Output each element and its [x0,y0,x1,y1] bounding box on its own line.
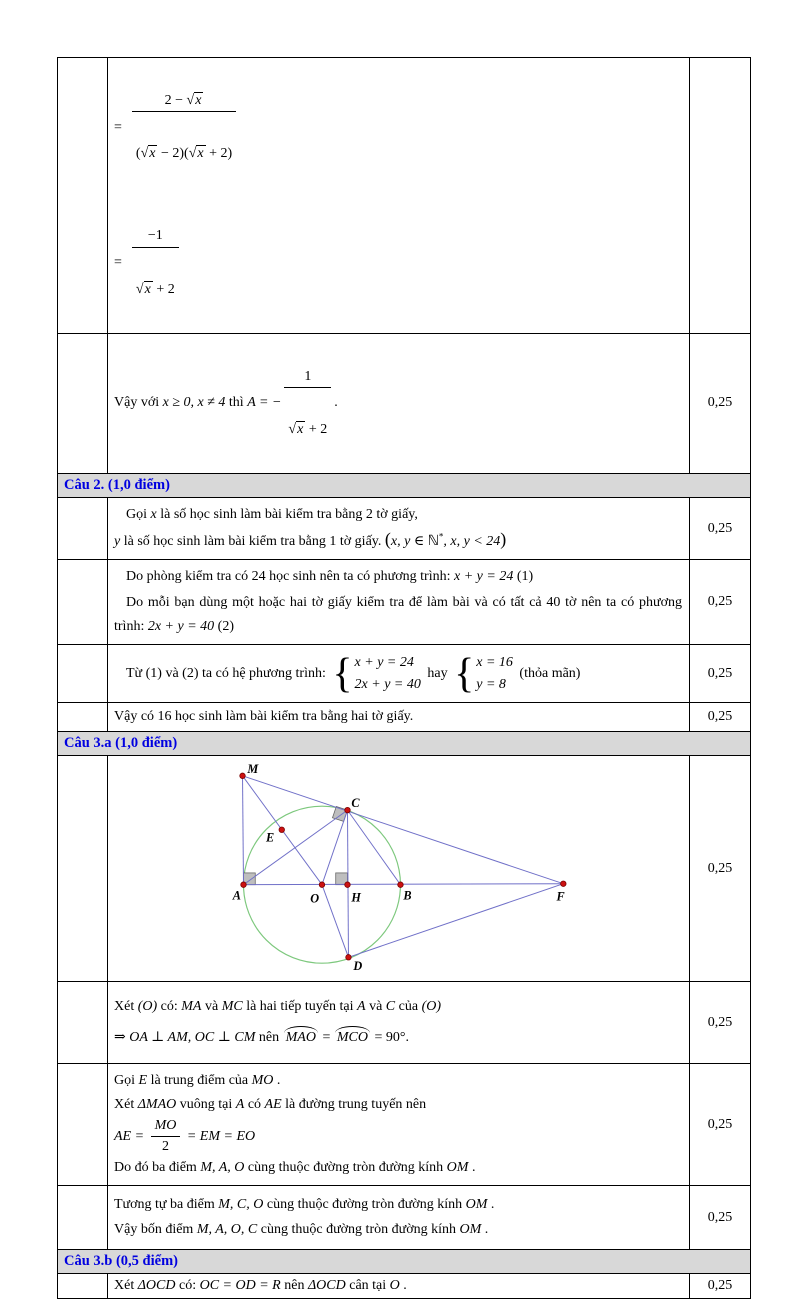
content-cell [108,1274,690,1298]
point-label-M: M [247,761,259,776]
text-run: có: [157,998,182,1014]
score-value: 0,25 [707,665,733,681]
table-row [58,1186,750,1250]
text-run: có [244,1096,265,1112]
question-number-cell [58,1064,108,1185]
sqrt-term: x [197,146,204,162]
point-label-E: E [266,830,275,845]
score-cell [690,645,750,702]
text-run: là số học sinh làm bài kiểm tra bằng 2 tờ giấy, [156,507,418,523]
content-cell [108,1186,690,1249]
text-run: . [481,1222,489,1238]
point-label-B: B [403,888,412,903]
question-number-cell [58,1274,108,1298]
sqrt-term: x [144,281,151,297]
text-run: Từ (1) và (2) ta có hệ phương trình: [126,665,330,681]
text-run: √ [135,281,144,297]
table-row [58,334,750,474]
math-run: , x, y < 24 [443,534,501,550]
question-header-cau3a [58,732,750,756]
text-run: Do phòng kiểm tra có 24 học sinh nên ta có phương trình: [126,568,454,584]
text-run: là trung điểm của [147,1072,252,1088]
question-number-cell [58,560,108,644]
question-header-cau3b [58,1250,750,1274]
table-row [58,1274,750,1298]
table-row [58,498,750,560]
question-number-cell [58,982,108,1063]
math-run: A [357,998,366,1014]
solution-line [114,1156,682,1180]
solution-line [114,565,682,589]
point-B [398,882,403,887]
math-run: M, C, O [218,1197,264,1213]
geometry-figure [114,759,683,979]
fraction-denominator: 2 [161,1139,169,1155]
score-value: 0,25 [707,709,733,725]
solution-line [114,336,682,471]
text-run: . [399,1278,407,1294]
score-cell [690,1064,750,1185]
score-value: 0,25 [707,594,733,610]
equation-system [454,652,513,696]
fraction [132,195,179,330]
math-line [114,60,682,195]
solution-line: Vậy có 16 học sinh làm bài kiểm tra bằng hai tờ giấy. [114,709,414,725]
question-number-cell [58,645,108,702]
score-value: 0,25 [707,520,733,536]
close-paren: ) [500,529,507,550]
open-paren: ( [384,529,391,550]
math-run: M, A, O [200,1160,245,1176]
question-header-label: Câu 2. (1,0 điểm) [64,476,170,493]
point-label-D: D [353,959,363,974]
math-run: M, A, O, C [196,1222,258,1238]
question-header-label: Câu 3.b (0,5 điểm) [64,1252,178,1269]
fraction [151,1117,181,1156]
point-label-A: A [232,888,241,903]
answer-table [57,57,751,1299]
solution-line [114,1093,682,1117]
sqrt-term: x [149,146,156,162]
score-value: 0,25 [707,1014,733,1030]
content-cell [108,560,690,644]
math-run: x + y = 24 [454,568,514,584]
math-run: AE [264,1096,282,1112]
math-run: OC = OD = R [199,1278,281,1294]
content-cell [108,756,690,981]
math-run: x + y = 24 [354,654,414,670]
content-cell [108,645,690,702]
text-run: và [365,998,386,1014]
question-number-cell [58,756,108,981]
segment-MA [243,776,244,885]
fraction [284,336,331,471]
question-number-cell [58,703,108,731]
question-header-label: Câu 3.a (1,0 điểm) [64,734,178,751]
score-cell [690,560,750,644]
question-number-cell [58,334,108,473]
text-run: thì [225,395,248,411]
math-run: y = 8 [476,676,506,692]
text-run: (thỏa mãn) [515,665,581,681]
point-H [345,882,350,887]
math-run: x = 16 [476,654,513,670]
text-run: của [395,998,422,1014]
table-row [58,560,750,645]
text-run: 2 − √ [164,93,195,108]
system-lines [476,652,513,696]
fraction-denominator [132,144,236,163]
table-row [58,1064,750,1186]
text-run: là số học sinh làm bài kiểm tra bằng 1 tờ giấy. [120,534,385,550]
content-cell [108,1064,690,1185]
natural-numbers-symbol: ℕ [427,533,439,550]
solution-paragraph [114,591,682,639]
solution-line [114,999,682,1015]
superscript-star: * [438,531,444,542]
math-run: ΔMAO [137,1096,177,1112]
text-run: cân tại [345,1278,390,1294]
text-run: có: [175,1278,200,1294]
fraction-numerator [132,92,236,112]
equals-sign: = [114,119,122,135]
segment-OD [322,885,348,958]
segment-CB [347,810,400,885]
table-row [58,982,750,1064]
score-cell [690,1274,750,1298]
point-D [346,955,351,960]
text-run: hay [423,665,452,681]
math-run: y [114,534,121,550]
segment-MF [243,776,564,884]
score-value: 0,25 [707,395,733,411]
fraction-numerator: −1 [132,227,179,247]
text-run: Do mỗi bạn dùng một hoặc hai tờ giấy kiểm tra để làm bài và có tất cả 40 tờ nên ta có phương trình: [114,595,682,635]
text-run: Do đó ba điểm [114,1160,201,1176]
text-run: (1) [513,568,534,584]
score-cell [690,334,750,473]
math-run: 2x + y = 40 [354,676,421,692]
math-run: AE = [114,1128,148,1144]
fraction-denominator [132,280,179,299]
content-cell [108,703,690,731]
math-run: OM [465,1197,488,1213]
angle-hat-MCO: MCO [336,1030,368,1046]
score-cell [690,756,750,981]
text-run: . [273,1072,281,1088]
fraction-numerator: 1 [284,368,331,388]
math-line [114,195,682,330]
implies-symbol: ⇒ [114,1030,130,1046]
text-run: + 2 [152,281,175,297]
equation-system [332,652,421,696]
point-F [561,881,566,886]
math-run: E [138,1072,148,1088]
text-run: vuông tại [176,1096,236,1112]
score-value: 0,25 [707,1209,733,1225]
math-run: OM [446,1160,469,1176]
question-header-cau2 [58,474,750,498]
score-value: 0,25 [707,1278,733,1294]
table-row [58,703,750,732]
solution-line [114,1278,682,1294]
segment-DF [348,884,563,958]
solution-line [114,1069,682,1093]
math-run: x, y ∈ [390,534,428,550]
text-run: Tương tự ba điểm [114,1197,219,1213]
score-cell [690,703,750,731]
math-run: ΔOCD [137,1278,176,1294]
text-run: (2) [214,619,234,635]
equals-sign: = [114,255,122,271]
content-cell [108,58,690,333]
solution-line [114,1029,682,1046]
text-run: Xét [114,1278,138,1294]
text-run: nên [280,1278,308,1294]
text-run: Vậy bốn điểm [114,1222,197,1238]
point-label-F: F [556,889,565,904]
text-run: = [318,1030,334,1046]
sqrt-term: x [195,93,202,108]
math-run: x ≥ 0, x ≠ 4 [162,395,226,411]
text-run: − 2)(√ [157,146,197,162]
text-run: Xét [114,998,138,1014]
angle-hat-MAO: MAO [285,1030,316,1046]
content-cell [108,498,690,559]
text-run: Gọi [126,507,151,523]
point-E [279,827,284,832]
brace: { [454,650,475,697]
solution-line [114,527,682,554]
point-label-C: C [351,796,360,811]
text-run: Vậy với [114,395,163,411]
math-line [114,1117,682,1156]
content-cell [108,334,690,473]
table-row [58,756,750,982]
text-run: và [201,998,222,1014]
point-O [319,882,324,887]
fraction-denominator [284,420,331,439]
solution-line [114,652,682,696]
text-run: Gọi [114,1072,139,1088]
text-run: cùng thuộc đường tròn đường kính [244,1160,447,1176]
math-run: O [389,1278,400,1294]
text-run: . [468,1160,476,1176]
brace: { [332,650,353,697]
text-run: + 2) [205,146,233,162]
text-run: √ [288,421,297,437]
math-run: = EM = EO [183,1128,256,1144]
math-run: ΔOCD [307,1278,346,1294]
score-cell [690,498,750,559]
fraction [132,60,236,195]
math-run: MA [181,998,202,1014]
solution-line [114,1222,682,1238]
table-row [58,645,750,703]
math-run: (O) [421,998,441,1014]
text-run: cùng thuộc đường tròn đường kính [257,1222,460,1238]
solution-line [114,1197,682,1213]
math-run: 2x + y = 40 [147,619,215,635]
point-label-H: H [351,890,361,905]
score-cell [690,58,750,333]
math-run: OA ⊥ AM, OC ⊥ CM [129,1030,256,1046]
text-run: là hai tiếp tuyến tại [242,998,357,1014]
point-C [345,808,350,813]
table-row [58,58,750,334]
text-run: nên [255,1030,283,1046]
math-run: x [150,507,157,523]
score-value: 0,25 [707,860,733,876]
question-number-cell [58,498,108,559]
text-run: . [487,1197,495,1213]
score-cell [690,1186,750,1249]
text-run: + 2 [305,421,328,437]
math-run: OM [459,1222,482,1238]
solution-line [114,503,682,527]
score-value: 0,25 [707,1116,733,1132]
point-M [240,773,245,778]
content-cell [108,982,690,1063]
text-run: là đường trung tuyến nên [281,1096,427,1112]
text-run: cùng thuộc đường tròn đường kính [263,1197,466,1213]
segment-AC [243,810,347,885]
system-lines [355,652,421,696]
math-run: A = − [247,395,282,411]
math-run: MC [221,998,243,1014]
question-number-cell [58,1186,108,1249]
math-run: MO [251,1072,274,1088]
text-run: (√ [135,146,149,162]
point-A [241,882,246,887]
question-number-cell [58,58,108,333]
score-cell [690,982,750,1063]
text-run: . [334,395,338,411]
math-run: (O) [137,998,158,1014]
fraction-numerator: MO [151,1117,181,1137]
point-label-O: O [310,891,320,906]
text-run: Xét [114,1096,138,1112]
sqrt-term: x [297,421,304,437]
math-run: C [385,998,396,1014]
text-run: = 90°. [370,1030,409,1046]
math-run: A [235,1096,245,1112]
